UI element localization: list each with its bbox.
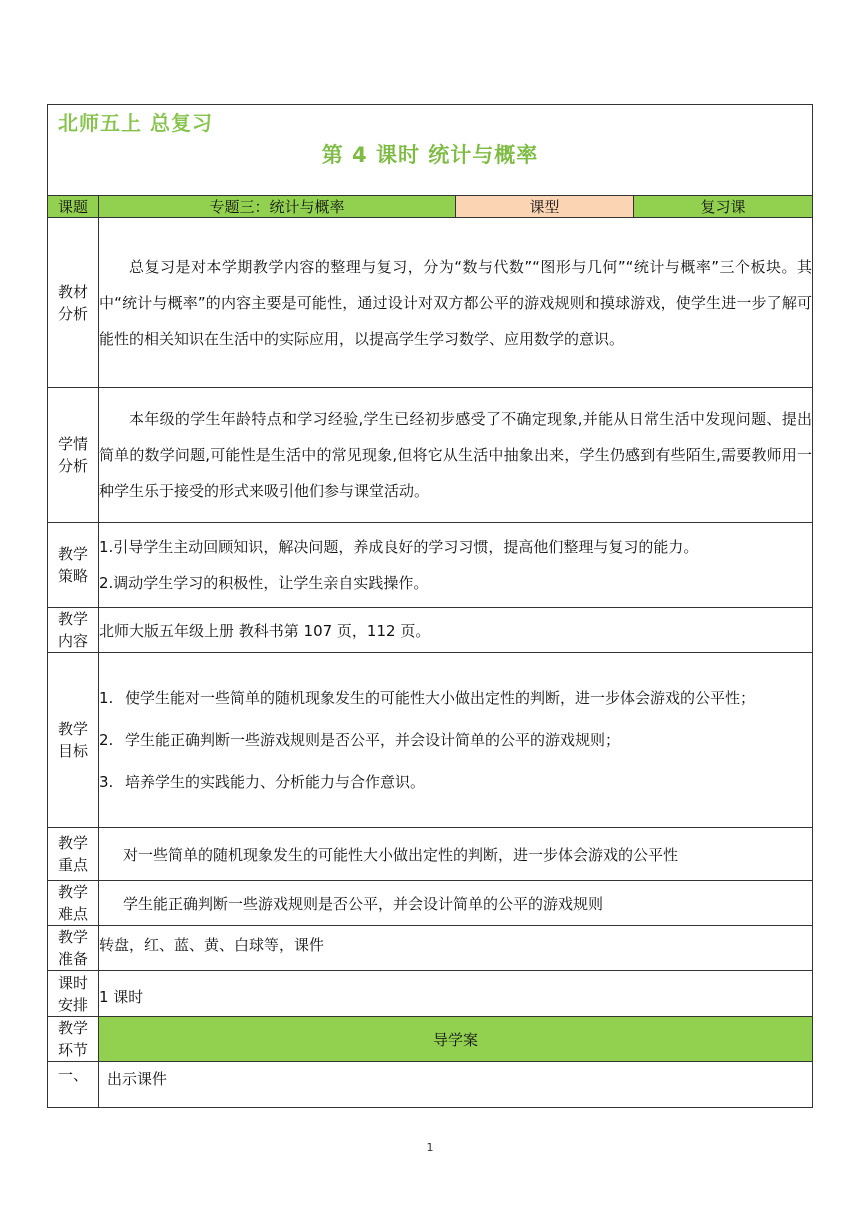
goals-label-cell [48,653,99,828]
series-title: 北师五上 总复习 [58,111,213,135]
material-text: 总复习是对本学期教学内容的整理与复习，分为“数与代数”“图形与几何”“统计与概率”三个板块。其中“统计与概率”的内容主要是可能性，通过设计对双方都公平的游戏规则和摸球游戏，使学生进一步了解可能性的相关知识在生活中的实际应用，以提高学生学习数学、应用数学的意识。 [99,218,813,388]
schedule-row [48,971,813,1017]
material-label: 教材分析 [57,282,88,323]
key-point-label: 教学重点 [57,834,88,874]
learners-text: 本年级的学生年龄特点和学习经验,学生已经初步感受了不确定现象,并能从日常生活中发现问题、提出简单的数学问题,可能性是生活中的常见现象,但将它从生活中抽象出来，学生仍感到有些陌生,需要教师用一种学生乐于接受的形式来吸引他们参与课堂活动。 [99,388,813,523]
content-row [48,608,813,653]
key-point-label-cell [48,828,99,881]
material-row [48,218,813,388]
topic-row [48,196,813,218]
key-point-row [48,828,813,881]
goal-text: 培养学生的实践能力、分析能力与合作意识。 [125,773,426,791]
preparation-row [48,926,813,971]
strategy-label: 教学策略 [57,545,88,585]
title-row [48,105,813,196]
preparation-label: 教学准备 [57,928,88,968]
strategy-item: 2.调动学生学习的积极性，让学生亲自实践操作。 [99,574,429,592]
learners-row [48,388,813,523]
material-label-cell [48,218,99,388]
strategy-list [99,523,813,608]
preparation-text: 转盘，红、蓝、黄、白球等，课件 [99,926,813,971]
schedule-label-cell [48,971,99,1017]
content-label: 教学内容 [57,610,88,650]
strategy-item: 1.引导学生主动回顾知识，解决问题，养成良好的学习习惯，提高他们整理与复习的能力。 [99,538,699,556]
schedule-text: 1 课时 [99,971,813,1017]
lesson-type-value: 复习课 [634,196,813,218]
step-one-label: 一、 [48,1062,99,1108]
goal-number: 1. [99,689,114,707]
step-one-row [48,1062,813,1108]
goal-text: 学生能正确判断一些游戏规则是否公平，并会设计简单的公平的游戏规则； [125,731,621,749]
stage-text: 导学案 [99,1017,813,1062]
topic-value: 专题三：统计与概率 [99,196,456,218]
learners-label: 学情分析 [57,435,88,475]
goal-item [99,761,812,803]
topic-label: 课题 [48,196,99,218]
step-one-text: 出示课件 [99,1062,813,1108]
goals-list [99,653,813,828]
title-cell [48,105,813,196]
stage-label: 教学环节 [57,1019,88,1059]
stage-row [48,1017,813,1062]
preparation-label-cell [48,926,99,971]
difficulty-row [48,881,813,926]
difficulty-text: 学生能正确判断一些游戏规则是否公平，并会设计简单的公平的游戏规则 [99,881,813,926]
stage-label-cell [48,1017,99,1062]
content-label-cell [48,608,99,653]
goals-label: 教学目标 [57,720,88,760]
content-text: 北师大版五年级上册 教科书第 107 页，112 页。 [99,608,813,653]
goal-number: 2. [99,731,114,749]
strategy-label-cell [48,523,99,608]
goal-item [99,677,812,719]
schedule-label: 课时安排 [57,973,88,1014]
page-number: 1 [426,1141,434,1154]
difficulty-label-cell [48,881,99,926]
lesson-plan-table [47,104,813,1108]
goal-number: 3. [99,773,114,791]
key-point-text: 对一些简单的随机现象发生的可能性大小做出定性的判断，进一步体会游戏的公平性 [99,828,813,881]
goal-item [99,719,812,761]
lesson-type-label: 课型 [456,196,634,218]
lesson-title: 第 4 课时 统计与概率 [321,143,539,167]
goal-text: 使学生能对一些简单的随机现象发生的可能性大小做出定性的判断，进一步体会游戏的公平性； [125,689,756,707]
learners-label-cell [48,388,99,523]
goals-row [48,653,813,828]
difficulty-label: 教学难点 [57,883,88,923]
strategy-row [48,523,813,608]
